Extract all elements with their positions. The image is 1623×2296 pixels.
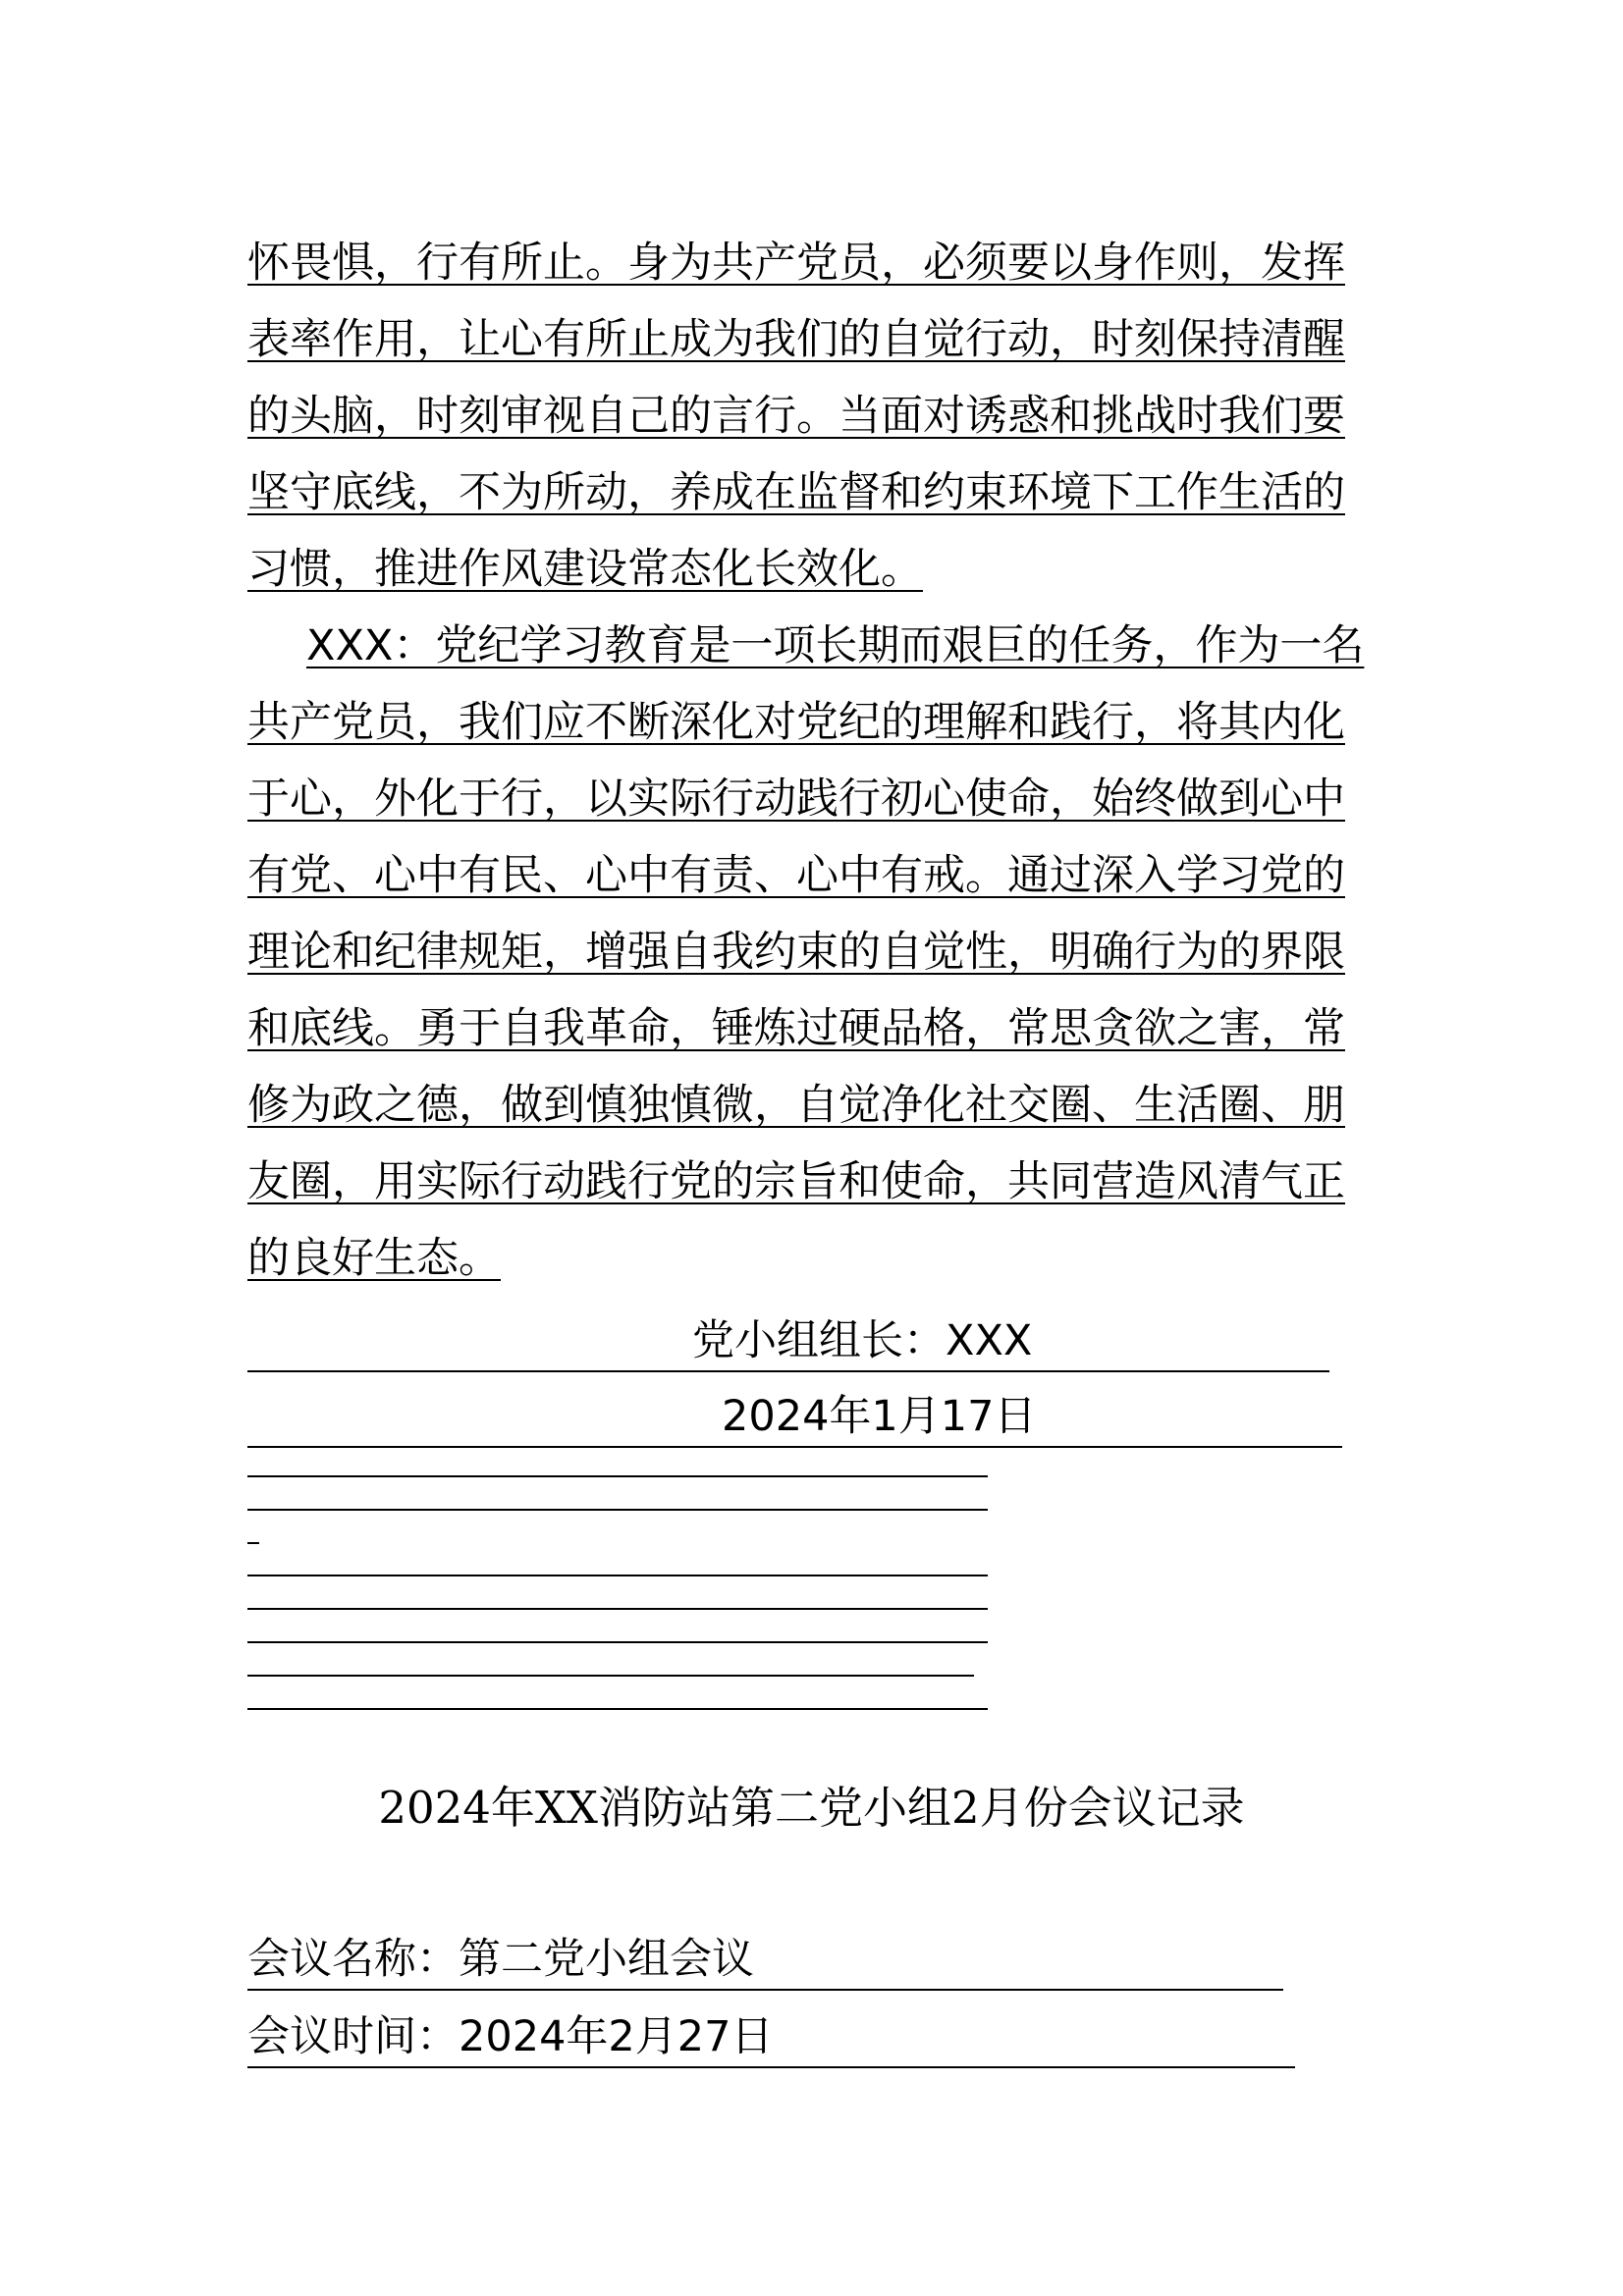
meeting-record-title: 2024年XX消防站第二党小组2月份会议记录 xyxy=(378,1782,1245,1834)
blank-rule xyxy=(247,1575,988,1576)
blank-rule xyxy=(247,1708,988,1710)
paragraph-xxx-statement xyxy=(247,608,1386,1297)
meeting-time: 会议时间：2024年2月27日 xyxy=(247,2012,774,2061)
signature-leader: 党小组组长：XXX xyxy=(692,1316,1033,1365)
signature-date: 2024年1月17日 xyxy=(722,1392,1037,1441)
blank-rule xyxy=(247,1675,974,1677)
blank-rule xyxy=(247,1509,988,1511)
paragraph-xxx-statement-text: XXX：党纪学习教育是一项长期而艰巨的任务，作为一名共产党员，我们应不断深化对党纪的理解和践行，将其内化于心，外化于行，以实际行动践行初心使命，始终做到心中有党、心中有民、心中有责、心中有戒。通过深入学习党的理论和纪律规矩，增强自我约束的自觉性，明确行为的界限和底线。勇于自我革命，锤炼过硬品格，常思贪欲之害，常修为政之德，做到慎独慎微，自觉净化社交圈、生活圈、朋友圈，用实际行动践行党的宗旨和使命，共同营造风清气正的良好生态。 xyxy=(247,621,1365,1283)
blank-rule xyxy=(247,1608,988,1610)
blank-rule xyxy=(247,1475,988,1477)
meeting-time-line xyxy=(247,2007,1295,2068)
paragraph-continued xyxy=(247,225,1386,608)
meeting-name-line xyxy=(247,1930,1283,1991)
blank-rule xyxy=(247,1641,988,1643)
signature-leader-line xyxy=(247,1311,1329,1372)
signature-date-line xyxy=(247,1387,1342,1448)
paragraph-continued-text: 怀畏惧，行有所止。身为共产党员，必须要以身作则，发挥表率作用，让心有所止成为我们的自觉行动，时刻保持清醒的头脑，时刻审视自己的言行。当面对诱惑和挑战时我们要坚守底线，不为所动，养成在监督和约束环境下工作生活的习惯，推进作风建设常态化长效化。 xyxy=(247,239,1345,594)
blank-mark xyxy=(247,1542,259,1544)
meeting-name: 会议名称：第二党小组会议 xyxy=(247,1935,754,1984)
